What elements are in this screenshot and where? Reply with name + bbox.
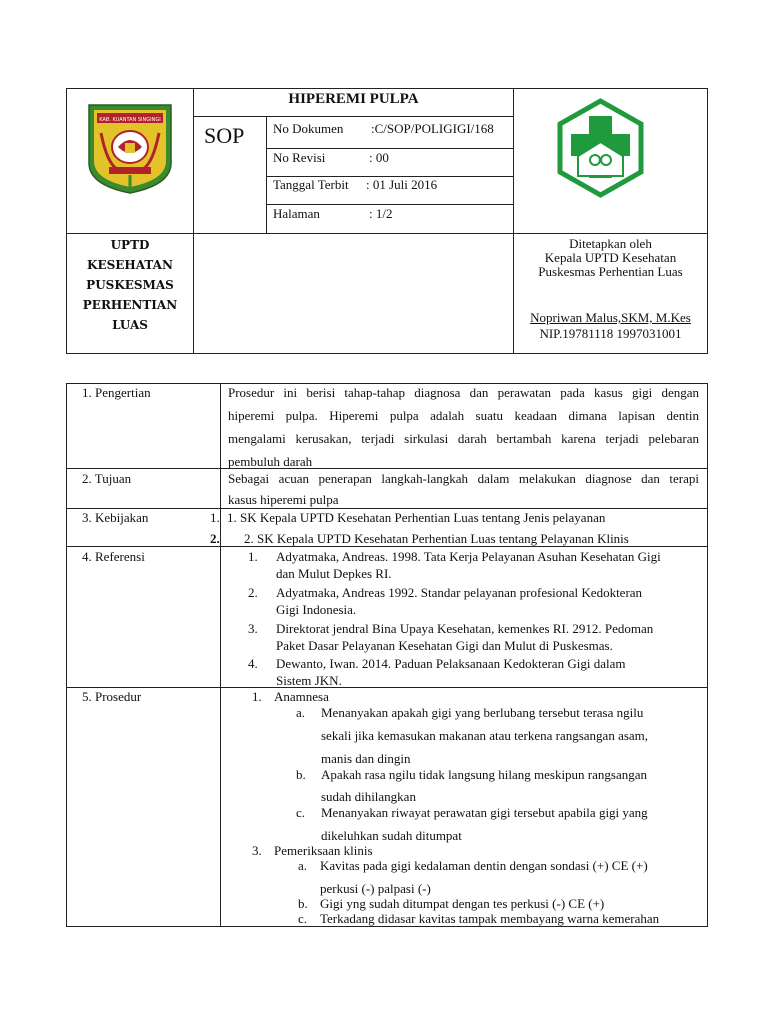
prosedur-sub-item: Gigi yng sudah ditumpat dengan tes perkusi (-) CE (+) [320,896,605,911]
pengertian-line: hiperemi pulpa. Hiperemi pulpa adalah suatu keadaan dimana lapisan dentin [228,408,699,423]
prosedur-number: 3. [252,843,262,858]
institution-line: KESEHATAN [87,258,173,272]
institution-line: LUAS [112,318,148,332]
prosedur-sub-item: dikeluhkan sudah ditumpat [321,828,462,843]
prosedur-sub-number: c. [296,805,306,820]
pengertian-line: pembuluh darah [228,454,313,469]
field-value-no-dokumen: :C/SOP/POLIGIGI/168 [371,121,494,136]
field-label-halaman: Halaman [273,206,320,221]
prosedur-sub-number: c. [298,911,308,926]
field-label-tanggal-terbit: Tanggal Terbit [273,177,349,192]
section-label-tujuan: 2. Tujuan [82,471,132,486]
prosedur-sub-item: manis dan dingin [321,751,411,766]
referensi-number: 2. [248,585,258,600]
referensi-item: Adyatmaka, Andreas 1992. Standar pelayanan profesional Kedokteran [276,585,643,600]
section-label-referensi: 4. Referensi [82,549,145,564]
prosedur-sub-item: Menanyakan apakah gigi yang berlubang tersebut terasa ngilu [321,705,644,720]
tujuan-line: Sebagai acuan penerapan langkah-langkah dalam melakukan diagnose dan terapi [228,471,699,486]
prosedur-sub-item: sudah dihilangkan [321,789,416,804]
kebijakan-item: 2. SK Kepala UPTD Kesehatan Perhentian Luas tentang Pelayanan Klinis [244,531,629,546]
referensi-item: Dewanto, Iwan. 2014. Paduan Pelaksanaan Kedokteran Gigi dalam [276,656,626,671]
referensi-item: Adyatmaka, Andreas. 1998. Tata Kerja Pelayanan Asuhan Kesehatan Gigi [276,549,661,564]
field-value-tanggal-terbit: : 01 Juli 2016 [366,177,438,192]
field-value-halaman: : 1/2 [369,206,393,221]
pengertian-line: Prosedur ini berisi tahap-tahap diagnosa dan perawatan pada kasus gigi dengan [228,385,699,400]
prosedur-sub-item: Terkadang didasar kavitas tampak membayang warna kemerahan [320,911,660,926]
approval-line1: Ditetapkan oleh [569,236,652,251]
referensi-number: 4. [248,656,258,671]
signatory-nip: NIP.19781118 1997031001 [539,326,682,341]
institution-line: PERHENTIAN [82,298,178,312]
approval-line2: Kepala UPTD Kesehatan [544,250,677,265]
prosedur-heading: Pemeriksaan klinis [274,843,373,858]
referensi-item: Direktorat jendral Bina Upaya Kesehatan, kemenkes RI. 2912. Pedoman [276,621,654,636]
referensi-item: Gigi Indonesia. [276,602,357,617]
prosedur-sub-item: sekali jika kemasukan makanan atau terkena rangsangan asam, [321,728,649,743]
institution-line: PUSKESMAS [86,278,174,292]
prosedur-sub-number: a. [296,705,306,720]
kebijakan-number: 2. [210,531,220,546]
prosedur-sub-item: perkusi (-) palpasi (-) [320,881,431,896]
section-label-kebijakan: 3. Kebijakan [82,510,149,525]
prosedur-sub-number: a. [298,858,308,873]
field-label-no-dokumen: No Dokumen [273,121,344,136]
institution-name [67,235,193,335]
tujuan-line: kasus hiperemi pulpa [228,492,339,507]
field-value-no-revisi: : 00 [369,150,389,165]
prosedur-heading: Anamnesa [274,689,329,704]
prosedur-sub-item: Menanyakan riwayat perawatan gigi tersebut apabila gigi yang [321,805,648,820]
prosedur-number: 1. [252,689,262,704]
regency-emblem [87,103,173,195]
referensi-item: Sistem JKN. [276,673,342,688]
signatory-name: Nopriwan Malus,SKM, M.Kes [530,310,691,325]
approval-line3: Puskesmas Perhentian Luas [538,264,683,279]
puskesmas-logo [556,98,645,198]
kebijakan-number: 1. [210,510,220,525]
institution-line: UPTD [110,238,150,252]
kebijakan-item: 1. SK Kepala UPTD Kesehatan Perhentian Luas tentang Jenis pelayanan [227,510,606,525]
sop-label: SOP [204,123,245,148]
prosedur-sub-item: Kavitas pada gigi kedalaman dentin dengan sondasi (+) CE (+) [320,858,648,873]
referensi-item: Paket Dasar Pelayanan Kesehatan Gigi dan Mulut di Puskesmas. [276,638,613,653]
section-label-pengertian: 1. Pengertian [82,385,151,400]
referensi-number: 3. [248,621,258,636]
prosedur-sub-item: Apakah rasa ngilu tidak langsung hilang meskipun rangsangan [321,767,648,782]
referensi-item: dan Mulut Depkes RI. [276,566,392,581]
prosedur-sub-number: b. [296,767,306,782]
referensi-number: 1. [248,549,258,564]
emblem-lettering: KAB. KUANTAN SINGINGI [99,117,161,123]
pengertian-line: mengalami kerusakan, terjadi sirkulasi darah bertambah karena terjadi pelebaran [228,431,699,446]
field-label-no-revisi: No Revisi [273,150,326,165]
prosedur-sub-number: b. [298,896,308,911]
section-label-prosedur: 5. Prosedur [82,689,142,704]
document-title: HIPEREMI PULPA [288,91,419,107]
